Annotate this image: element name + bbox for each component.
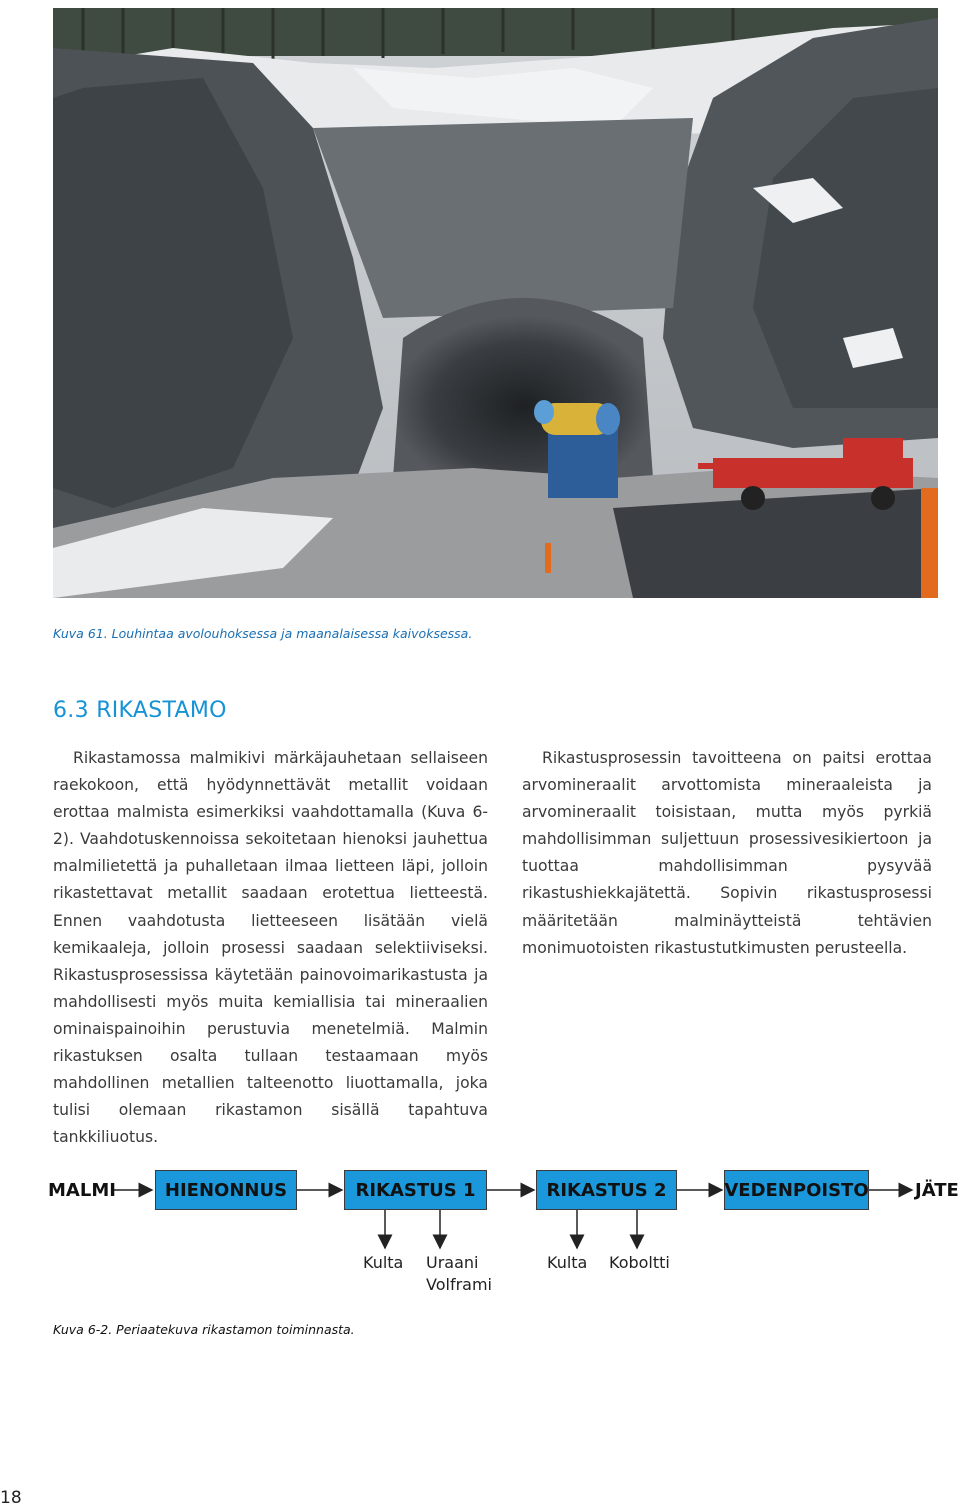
process-flow-diagram <box>40 1160 960 1310</box>
body-paragraph-left: Rikastamossa malmikivi märkäjauhetaan sellaiseen raekokoon, että hyödynnettävät metallit voidaan erottaa malmista esimerkiksi vaahdottamalla (Kuva 6-2). Vaahdotuskennoissa sekoitetaan hienoksi jauhettua malmilietettä ja puhalletaan ilmaa lietteen läpi, jolloin rikastettavat metallit saadaan erotettua lietteestä. Ennen vaahdotusta lietteeseen lisätään vielä kemikaaleja, jolloin prosessi saadaan selektiiviseksi. Rikastusprosessissa käytetään painovoimarikastusta ja mahdollisesti myös muita kemiallisia tai mineraalien ominaispainoihin perustuvia menetelmiä. Malmin rikastuksen osalta tullaan testaamaan myös mahdollinen metallien talteenotto liuottamalla, joka tulisi olemaan rikastamon sisällä tapahtuva tankkiliuotus. <box>53 749 488 1147</box>
mine-photo <box>53 8 938 598</box>
figure-2-caption: Kuva 6-2. Periaatekuva rikastamon toiminnasta. <box>53 1322 355 1337</box>
output-koboltti: Koboltti <box>609 1253 670 1272</box>
section-heading <box>53 698 227 723</box>
output-uraani: Uraani <box>426 1253 479 1272</box>
figure-1-caption: Kuva 61. Louhintaa avolouhoksessa ja maanalaisessa kaivoksessa. <box>53 626 473 641</box>
flow-step-rikastus-1: RIKASTUS 1 <box>344 1170 487 1210</box>
body-column-right <box>522 745 932 962</box>
output-kulta-1: Kulta <box>363 1253 404 1272</box>
body-column-left <box>53 745 488 1151</box>
flow-step-hienonnus: HIENONNUS <box>155 1170 297 1210</box>
flow-start-label: MALMI <box>48 1179 116 1201</box>
body-paragraph-right: Rikastusprosessin tavoitteena on paitsi erottaa arvomineraalit arvottomista mineraaleista ja arvomineraalit toisistaan, mutta myös pyrkiä mahdollisimman suljettuun prosessivesikiertoon ja tuottaa mahdollisimman pysyvää rikastushiekkajätettä. Sopivin rikastusprosessi määritetään malminäytteistä tehtävien monimuotoisten rikastustutkimusten perusteella. <box>522 749 932 957</box>
flow-step-vedenpoisto: VEDENPOISTO <box>724 1170 869 1210</box>
section-title: RIKASTAMO <box>96 698 227 723</box>
mine-photo-illustration <box>53 8 938 598</box>
output-volframi: Volframi <box>426 1275 492 1294</box>
page-number: 18 <box>0 1488 22 1508</box>
flow-end-label: JÄTE <box>915 1179 959 1201</box>
section-number: 6.3 <box>53 698 89 723</box>
flow-step-rikastus-2: RIKASTUS 2 <box>536 1170 677 1210</box>
output-kulta-2: Kulta <box>547 1253 588 1272</box>
